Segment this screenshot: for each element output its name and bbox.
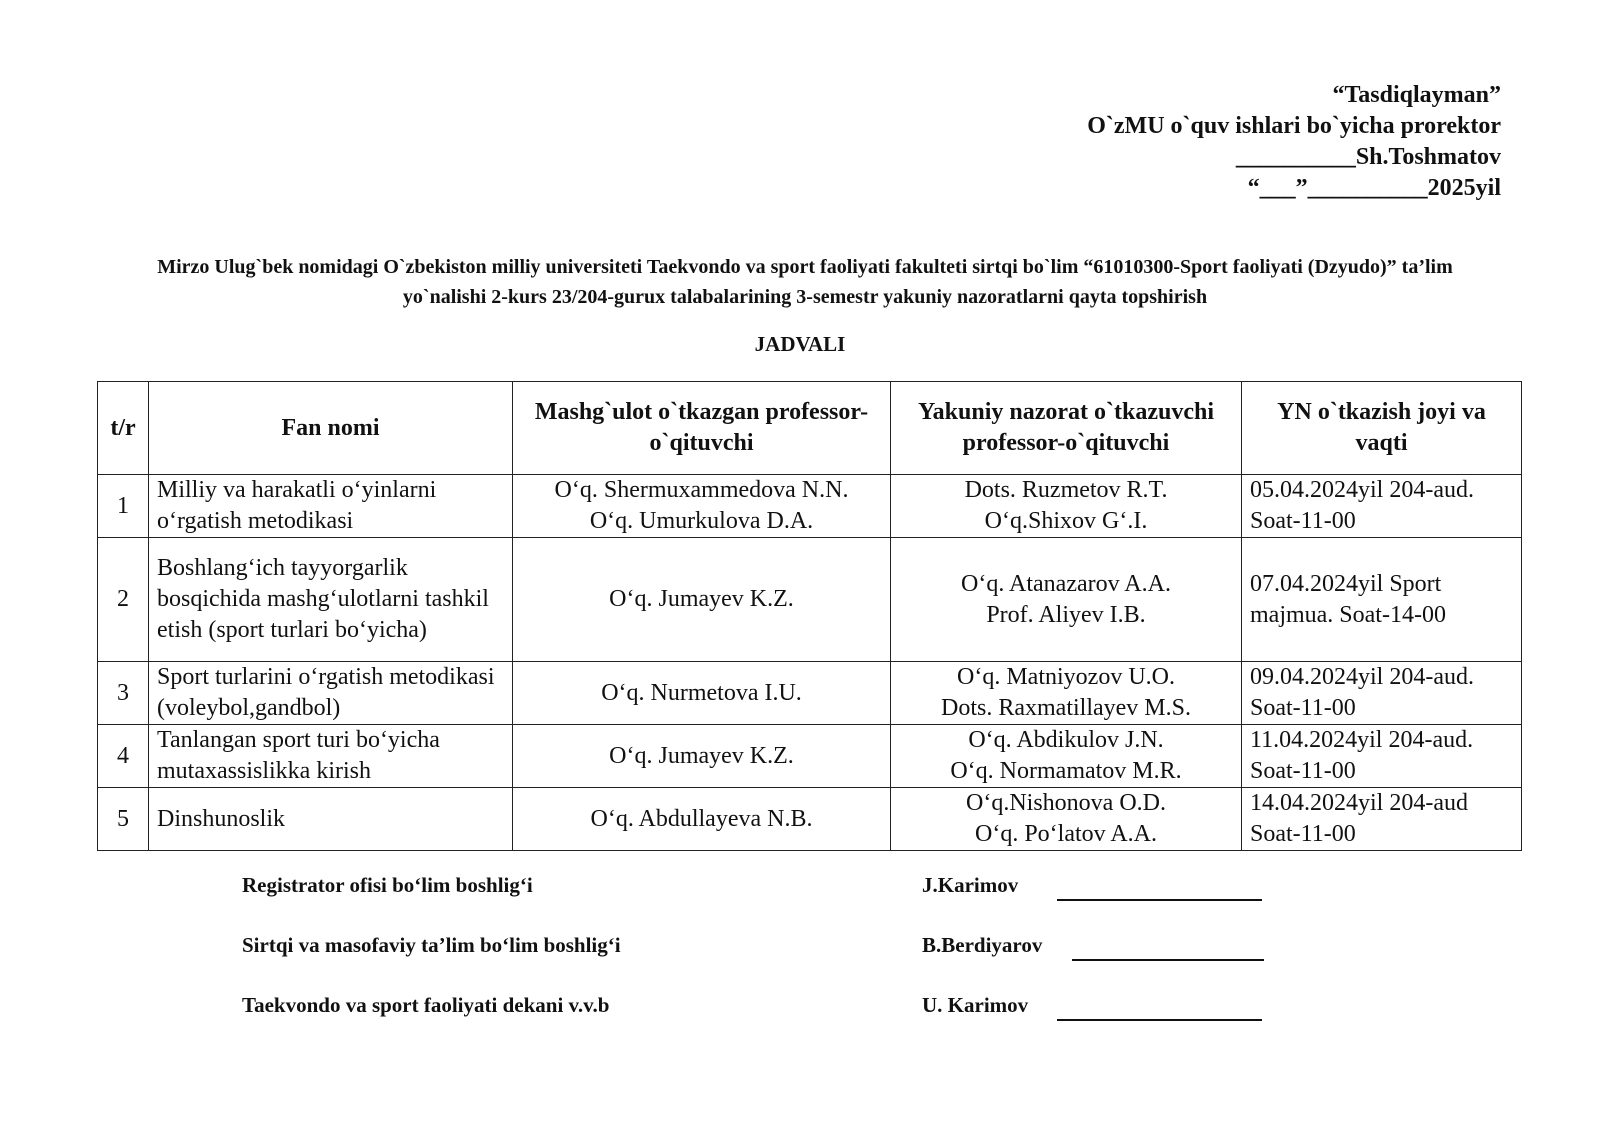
- signatory-title: Sirtqi va masofaviy ta’lim bo‘lim boshlig‘i: [242, 933, 621, 957]
- examiner-name: O‘q. Matniyozov U.O.: [957, 664, 1175, 690]
- table-row: [98, 662, 1522, 725]
- row-num: 4: [98, 725, 149, 788]
- approval-signatory: __________Sh.Toshmatov: [1235, 144, 1501, 170]
- signatory-name: U. Karimov: [922, 993, 1029, 1017]
- header-examiner: Yakuniy nazorat o`tkazuvchi professor-o`qituvchi: [891, 382, 1242, 475]
- row-subject: Milliy va harakatli o‘yinlarni o‘rgatish metodikasi: [149, 475, 513, 538]
- table-row: [98, 538, 1522, 662]
- row-place-time: 09.04.2024yil 204-aud. Soat-11-00: [1242, 662, 1522, 725]
- signature-line: [1057, 899, 1262, 901]
- row-teacher: [513, 475, 891, 538]
- table-header-row: [98, 382, 1522, 475]
- teacher-name: O‘q. Shermuxammedova N.N.: [554, 477, 849, 503]
- approval-title: “Tasdiqlayman”: [1332, 82, 1501, 108]
- row-num: 1: [98, 475, 149, 538]
- examiner-name: O‘q. Po‘latov A.A.: [975, 821, 1157, 847]
- row-examiner: [891, 788, 1242, 851]
- approval-date: “___”__________2025yil: [1247, 175, 1501, 201]
- document-heading: Mirzo Ulug`bek nomidagi O`zbekiston milliy universiteti Taekvondo va sport faoliyati fakulteti sirtqi bo`lim “61010300-Sport faoliyati (Dzyudo)” ta’lim yo`nalishi 2-kurs 23/204-gurux talabalarining 3-semestr yakuniy nazoratlarni qayta topshirish: [157, 256, 1453, 308]
- row-place-time: 05.04.2024yil 204-aud. Soat-11-00: [1242, 475, 1522, 538]
- row-examiner: [891, 475, 1242, 538]
- row-subject: Tanlangan sport turi bo‘yicha mutaxassislikka kirish: [149, 725, 513, 788]
- header-subject: Fan nomi: [149, 382, 513, 475]
- signatures-block: [242, 873, 1342, 1053]
- signatory-title: Taekvondo va sport faoliyati dekani v.v.b: [242, 993, 610, 1017]
- examiner-name: O‘q.Shixov G‘.I.: [984, 508, 1148, 534]
- teacher-name: O‘q. Umurkulova D.A.: [589, 508, 814, 534]
- examiner-name: O‘q. Abdikulov J.N.: [968, 727, 1164, 753]
- row-num: 5: [98, 788, 149, 851]
- examiner-name: O‘q.Nishonova O.D.: [966, 790, 1166, 816]
- header-place-time: YN o`tkazish joyi va vaqti: [1242, 382, 1522, 475]
- row-teacher: [513, 538, 891, 662]
- teacher-name: O‘q. Jumayev K.Z.: [609, 586, 794, 612]
- table-row: [98, 475, 1522, 538]
- signature-line: [1072, 959, 1264, 961]
- signature-row: [242, 933, 1342, 993]
- row-teacher: [513, 725, 891, 788]
- table-row: [98, 788, 1522, 851]
- approval-position: O`zMU o`quv ishlari bo`yicha prorektor: [1087, 113, 1501, 139]
- signatory-name: B.Berdiyarov: [922, 933, 1043, 957]
- row-subject: Boshlang‘ich tayyorgarlik bosqichida mashg‘ulotlarni tashkil etish (sport turlari bo‘yicha): [149, 538, 513, 662]
- row-teacher: [513, 662, 891, 725]
- row-examiner: [891, 538, 1242, 662]
- row-teacher: [513, 788, 891, 851]
- teacher-name: O‘q. Abdullayeva N.B.: [590, 805, 813, 832]
- row-place-time: 07.04.2024yil Sport majmua. Soat-14-00: [1242, 538, 1522, 662]
- signatory-title: Registrator ofisi bo‘lim boshlig‘i: [242, 873, 533, 897]
- header-num: t/r: [98, 382, 149, 475]
- examiner-name: O‘q. Atanazarov A.A.: [961, 570, 1171, 597]
- row-place-time: 11.04.2024yil 204-aud. Soat-11-00: [1242, 725, 1522, 788]
- signature-line: [1057, 1019, 1262, 1021]
- table-row: [98, 725, 1522, 788]
- row-examiner: [891, 662, 1242, 725]
- teacher-name: O‘q. Nurmetova I.U.: [601, 679, 802, 706]
- row-num: 2: [98, 538, 149, 662]
- row-place-time: 14.04.2024yil 204-aud Soat-11-00: [1242, 788, 1522, 851]
- row-num: 3: [98, 662, 149, 725]
- examiner-name: Prof. Aliyev I.B.: [986, 601, 1146, 628]
- row-subject: Sport turlarini o‘rgatish metodikasi (voleybol,gandbol): [149, 662, 513, 725]
- examiner-name: Dots. Ruzmetov R.T.: [964, 477, 1168, 503]
- signature-row: [242, 873, 1342, 933]
- row-examiner: [891, 725, 1242, 788]
- row-subject: Dinshunoslik: [149, 788, 513, 851]
- teacher-name: O‘q. Jumayev K.Z.: [609, 742, 794, 769]
- signature-row: [242, 993, 1342, 1053]
- examiner-name: O‘q. Normamatov M.R.: [950, 758, 1182, 784]
- header-teacher: Mashg`ulot o`tkazgan professor-o`qituvchi: [513, 382, 891, 475]
- signatory-name: J.Karimov: [922, 873, 1019, 897]
- document-subtitle: JADVALI: [754, 332, 846, 356]
- exam-schedule-table: [97, 381, 1522, 851]
- examiner-name: Dots. Raxmatillayev M.S.: [941, 695, 1191, 721]
- approval-block: [1087, 80, 1501, 204]
